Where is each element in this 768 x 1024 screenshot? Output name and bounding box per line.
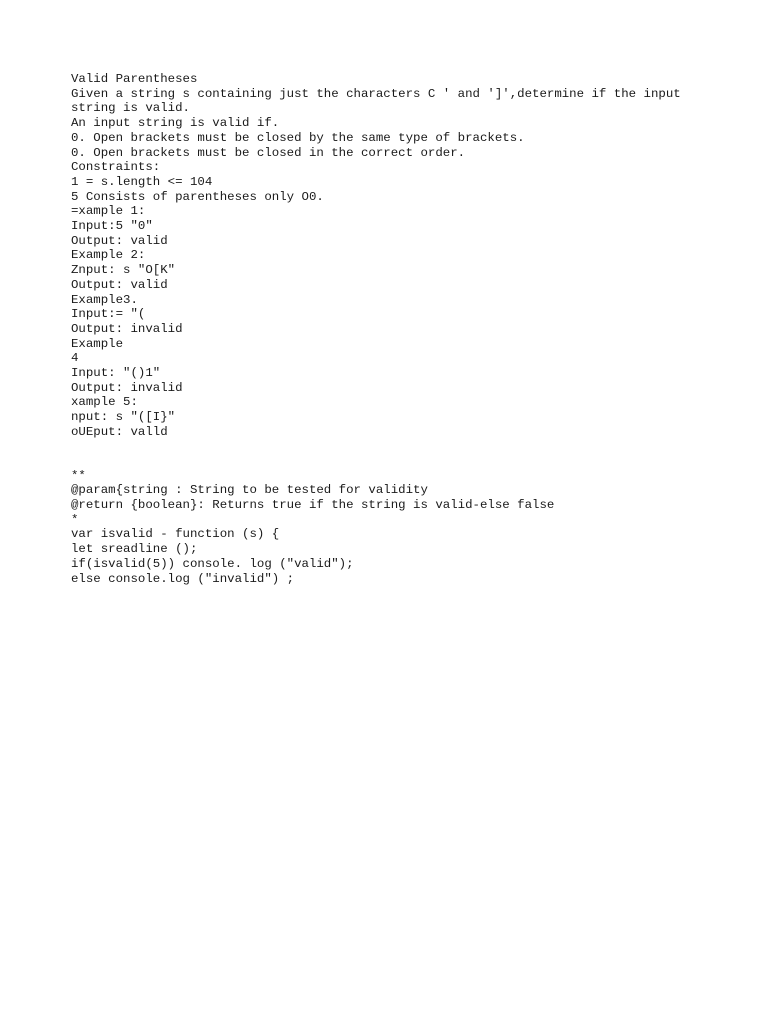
code-line: if(isvalid(5)) console. log ("valid"); xyxy=(71,556,354,571)
example-input: Input:= "( xyxy=(71,307,146,322)
problem-line: Given a string s containing just the characters C ' and ']',determine if the input xyxy=(71,86,681,101)
code-line: let sreadline (); xyxy=(71,542,198,557)
constraint-line: 1 = s.length <= 104 xyxy=(71,174,213,189)
example-output: Output: invalid xyxy=(71,380,183,395)
example-output: Output: invalid xyxy=(71,321,183,336)
section-gap xyxy=(71,440,731,469)
example-heading: xample 5: xyxy=(71,395,138,410)
document-page xyxy=(71,72,731,586)
rule-line: 0. Open brackets must be closed by the same type of brackets. xyxy=(71,130,525,145)
example-input: Input: "()1" xyxy=(71,366,161,381)
example-heading: Example 2: xyxy=(71,248,146,263)
example-heading: Example3. xyxy=(71,292,138,307)
example-output: oUEput: valld xyxy=(71,424,168,439)
example-output: Output: valid xyxy=(71,277,168,292)
example-heading: 4 xyxy=(71,351,79,366)
example-input: nput: s "([I}" xyxy=(71,410,176,425)
problem-line: string is valid. xyxy=(71,101,190,116)
constraints-heading: Constraints: xyxy=(71,160,161,175)
example-heading: Example xyxy=(71,336,124,351)
example-input: Input:5 "0" xyxy=(71,219,153,234)
code-line: var isvalid - function (s) { xyxy=(71,527,280,542)
example-input: Znput: s "O[K" xyxy=(71,263,176,278)
problem-statement xyxy=(71,72,731,440)
problem-title: Valid Parentheses xyxy=(71,72,198,86)
problem-line: An input string is valid if. xyxy=(71,116,280,131)
example-output: Output: valid xyxy=(71,233,168,248)
rule-line: 0. Open brackets must be closed in the correct order. xyxy=(71,145,466,160)
comment-start: ** xyxy=(71,468,86,483)
param-doc: @param{string : String to be tested for validity xyxy=(71,483,428,498)
example-heading: =xample 1: xyxy=(71,204,146,219)
comment-end: * xyxy=(71,512,79,527)
code-line: else console.log ("invalid") ; xyxy=(71,571,295,586)
return-doc: @return {boolean}: Returns true if the string is valid-else false xyxy=(71,497,555,512)
code-block xyxy=(71,469,731,587)
constraint-line: 5 Consists of parentheses only O0. xyxy=(71,189,324,204)
